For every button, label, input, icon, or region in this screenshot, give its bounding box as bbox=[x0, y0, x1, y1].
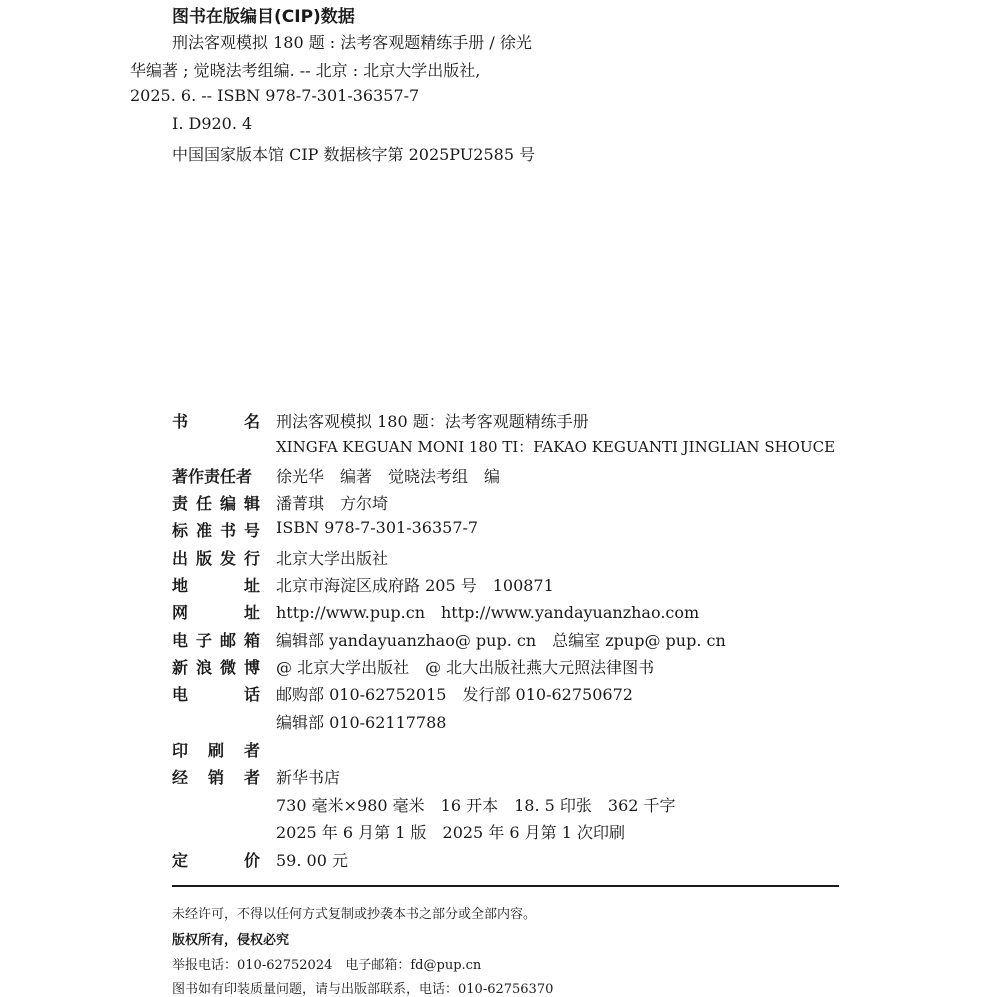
info-label: 经 销 者 bbox=[172, 768, 260, 787]
report-contact: 举报电话：010-62752024 电子邮箱：fd@pup.cn bbox=[172, 958, 482, 973]
info-label: 电 话 bbox=[172, 685, 260, 704]
info-value: 新华书店 bbox=[276, 768, 341, 787]
info-value: 730 毫米×980 毫米 16 开本 18. 5 印张 362 千字 bbox=[276, 796, 676, 815]
info-label: 责 任 编 辑 bbox=[172, 494, 260, 513]
info-row-format bbox=[172, 793, 852, 819]
info-label: 网 址 bbox=[172, 603, 260, 622]
info-row-editor bbox=[172, 491, 852, 517]
quality-contact: 图书如有印装质量问题，请与出版部联系，电话：010-62756370 bbox=[172, 982, 554, 997]
info-label: 著作责任者 bbox=[172, 467, 253, 486]
info-value: @ 北京大学出版社 @ 北大出版社燕大元照法律图书 bbox=[276, 658, 655, 677]
info-value: 59. 00 元 bbox=[276, 851, 348, 870]
info-label: 定 价 bbox=[172, 851, 260, 870]
info-value: 徐光华 编著 觉晓法考组 编 bbox=[276, 467, 501, 486]
copy-notice: 未经许可，不得以任何方式复制或抄袭本书之部分或全部内容。 bbox=[172, 907, 537, 922]
info-label: 印 刷 者 bbox=[172, 741, 260, 760]
info-row-edition bbox=[172, 820, 852, 846]
cip-title: 图书在版编目(CIP)数据 bbox=[172, 7, 355, 27]
info-label: 标 准 书 号 bbox=[172, 521, 260, 540]
cip-line-isbn: 2025. 6. -- ISBN 978-7-301-36357-7 bbox=[130, 86, 420, 105]
info-value: XINGFA KEGUAN MONI 180 TI：FAKAO KEGUANTI JINGLIAN SHOUCE bbox=[276, 438, 836, 456]
info-row-book-name bbox=[172, 409, 852, 435]
info-value: ISBN 978-7-301-36357-7 bbox=[276, 518, 479, 537]
divider-rule bbox=[172, 885, 839, 887]
info-row-publisher bbox=[172, 546, 852, 572]
info-value: 编辑部 010-62117788 bbox=[276, 713, 447, 732]
info-row-phone-editorial bbox=[172, 710, 852, 736]
info-value: http://www.pup.cn http://www.yandayuanzhao.com bbox=[276, 603, 700, 622]
info-value: 刑法客观模拟 180 题：法考客观题精练手册 bbox=[276, 412, 589, 431]
cip-line-author: 华编著 ; 觉晓法考组编. -- 北京 : 北京大学出版社, bbox=[130, 61, 481, 80]
info-value: 邮购部 010-62752015 发行部 010-62750672 bbox=[276, 685, 633, 704]
info-value: 潘菁琪 方尔埼 bbox=[276, 494, 389, 513]
info-label: 电 子 邮 箱 bbox=[172, 631, 260, 650]
info-value: 编辑部 yandayuanzhao@ pup. cn 总编室 zpup@ pup. cn bbox=[276, 631, 726, 650]
rights-notice: 版权所有，侵权必究 bbox=[172, 933, 290, 948]
info-value: 北京大学出版社 bbox=[276, 549, 389, 568]
info-value: 2025 年 6 月第 1 版 2025 年 6 月第 1 次印刷 bbox=[276, 823, 626, 842]
info-row-phone bbox=[172, 682, 852, 708]
info-label: 新 浪 微 博 bbox=[172, 658, 260, 677]
info-row-pinyin-title bbox=[172, 436, 852, 462]
info-row-distributor bbox=[172, 765, 852, 791]
info-label: 书 名 bbox=[172, 412, 260, 431]
info-row-isbn bbox=[172, 518, 852, 544]
info-row-website bbox=[172, 600, 852, 626]
info-row-address bbox=[172, 573, 852, 599]
cip-line-classification: Ⅰ. D920. 4 bbox=[172, 114, 253, 133]
cip-line-title: 刑法客观模拟 180 题 : 法考客观题精练手册 / 徐光 bbox=[172, 33, 532, 52]
cip-line-record-number: 中国国家版本馆 CIP 数据核字第 2025PU2585 号 bbox=[172, 145, 536, 164]
info-row-email bbox=[172, 628, 852, 654]
info-row-author bbox=[172, 464, 852, 490]
info-row-price bbox=[172, 848, 852, 874]
info-value: 北京市海淀区成府路 205 号 100871 bbox=[276, 576, 554, 595]
info-label: 出 版 发 行 bbox=[172, 549, 260, 568]
info-row-printer bbox=[172, 738, 852, 764]
info-row-weibo bbox=[172, 655, 852, 681]
info-label: 地 址 bbox=[172, 576, 260, 595]
